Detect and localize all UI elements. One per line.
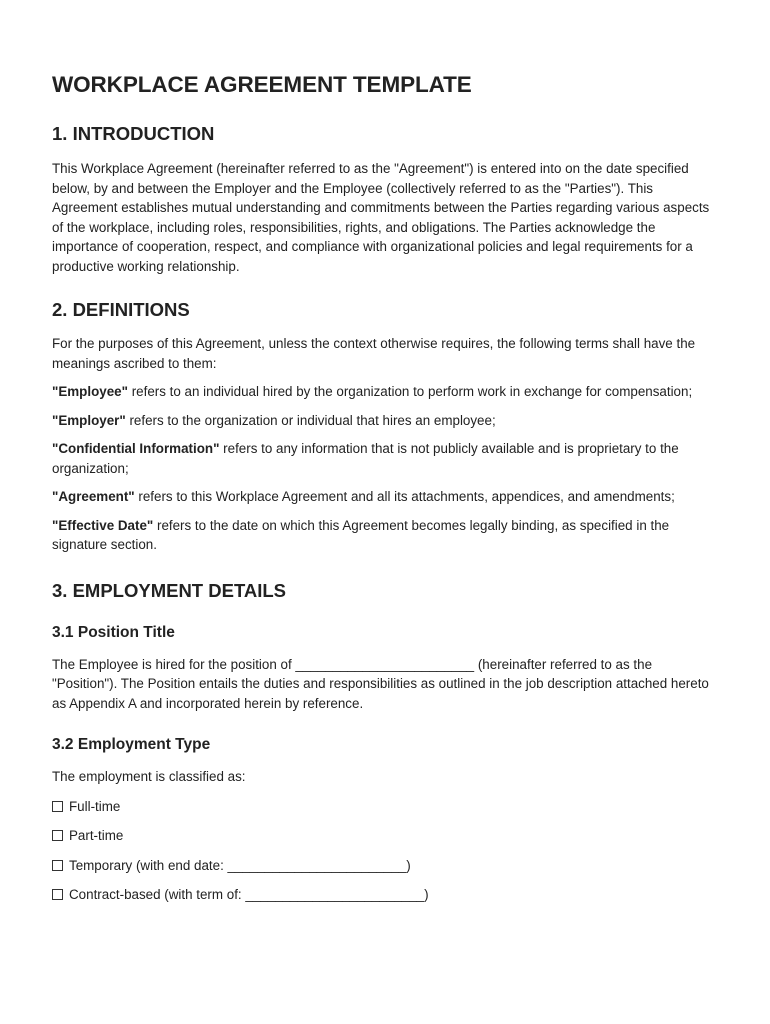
option-label: Full-time	[69, 798, 121, 814]
definition-term: "Confidential Information"	[52, 441, 220, 456]
definition-text: refers to the date on which this Agreement becomes legally binding, as specified in the signature section.	[52, 517, 670, 552]
definition-term: "Employee"	[52, 384, 128, 399]
checkbox-icon[interactable]	[52, 860, 63, 871]
section-heading-employment-details: 3. EMPLOYMENT DETAILS	[52, 579, 287, 601]
option-label: Temporary (with end date: ________________________)	[69, 857, 411, 873]
introduction-paragraph: This Workplace Agreement (hereinafter referred to as the "Agreement") is entered into on the date specified below, by and between the Employer and the Employee (collectively referred to as the "Parties"). This Agreement establishes mutual understanding and commitments between the Parties regarding various aspects of the workplace, including roles, responsibilities, rights, and obligations. The Parties acknowledge the importance of cooperation, respect, and compliance with organizational policies and legal requirements for a productive working relationship.	[52, 161, 710, 274]
definition-employee	[52, 382, 720, 402]
option-part-time[interactable]	[52, 826, 720, 846]
definition-term: "Agreement"	[52, 489, 135, 504]
subsection-heading-employment-type: 3.2 Employment Type	[52, 736, 211, 753]
definition-term: "Employer"	[52, 412, 126, 428]
option-label: Part-time	[69, 828, 124, 843]
definition-text: refers to the organization or individual that hires an employee;	[125, 412, 496, 428]
definition-text: refers to an individual hired by the organization to perform work in exchange for compensation;	[127, 384, 693, 399]
position-paragraph: The Employee is hired for the position of ________________________ (hereinafter referred to as the "Position"). The Position entails the duties and responsibilities as outlined in the job description attached hereto as Appendix A and incorporated herein by reference.	[52, 656, 709, 711]
section-heading-introduction: 1. INTRODUCTION	[52, 123, 215, 144]
subsection-heading-position-title: 3.1 Position Title	[52, 623, 175, 641]
employment-type-intro: The employment is classified as:	[52, 769, 246, 784]
option-label: Contract-based (with term of: ________________________)	[69, 887, 429, 902]
definition-text: refers to this Workplace Agreement and all its attachments, appendices, and amendments;	[134, 489, 675, 504]
definition-employer	[52, 411, 720, 431]
checkbox-icon[interactable]	[52, 830, 63, 841]
definition-effective-date	[52, 516, 720, 555]
document-title: WORKPLACE AGREEMENT TEMPLATE	[52, 72, 472, 97]
definition-confidential-information	[52, 439, 720, 478]
checkbox-icon[interactable]	[52, 801, 63, 812]
option-contract-based[interactable]	[52, 885, 720, 905]
checkbox-icon[interactable]	[52, 889, 63, 900]
option-full-time[interactable]	[52, 797, 720, 817]
definition-text: refers to any information that is not publicly available and is proprietary to the organization;	[52, 441, 679, 476]
definitions-intro-paragraph: For the purposes of this Agreement, unless the context otherwise requires, the following terms shall have the meanings ascribed to them:	[52, 336, 696, 371]
document-page	[52, 70, 720, 905]
definition-term: "Effective Date"	[52, 517, 154, 533]
option-temporary[interactable]	[52, 856, 720, 876]
definition-agreement	[52, 487, 720, 507]
section-heading-definitions: 2. DEFINITIONS	[52, 299, 190, 320]
